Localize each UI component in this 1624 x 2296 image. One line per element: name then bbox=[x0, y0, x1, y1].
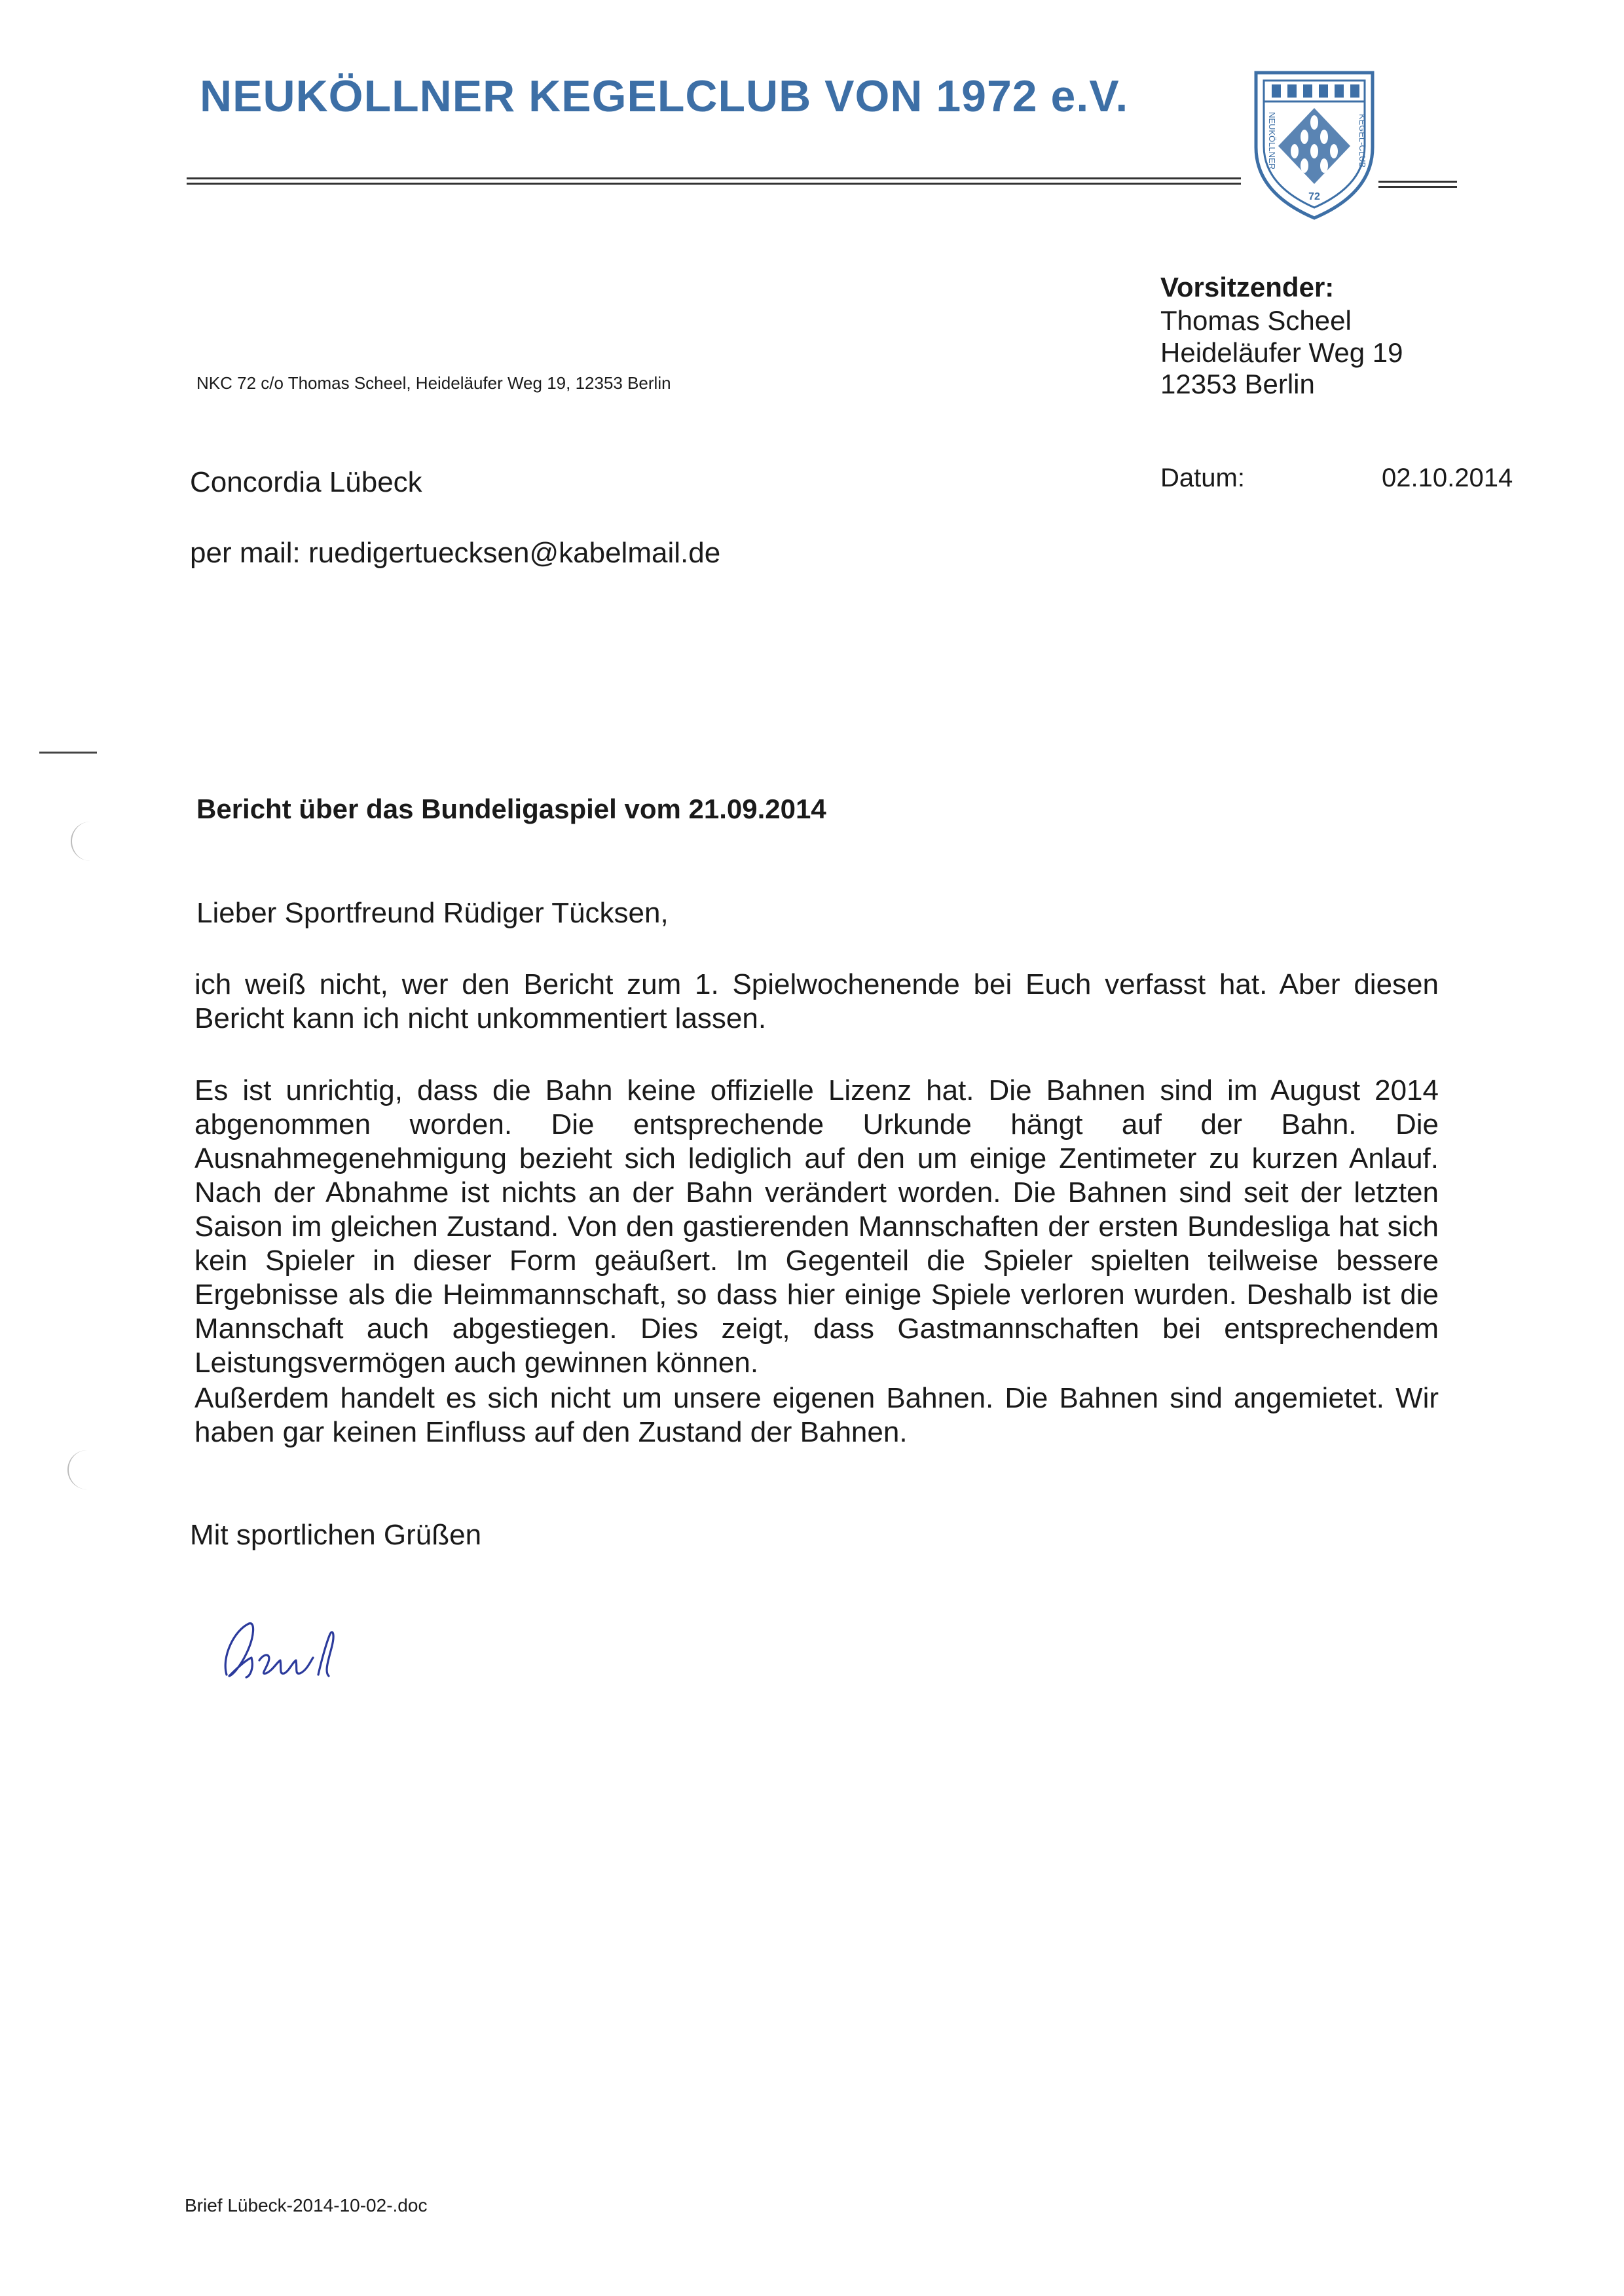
handwritten-signature bbox=[208, 1597, 372, 1702]
header-rule-right bbox=[1378, 186, 1457, 188]
letter-paragraph: Es ist unrichtig, dass die Bahn keine offizielle Lizenz hat. Die Bahnen sind im August 2014 abgenommen worden. Die entsprechende Urkunde hängt auf der Bahn. Die Ausnahmegenehmigung bezieht sich lediglich auf den um einige Zentimeter zu kurzen Anlauf. Nach der Abnahme ist nichts an der Bahn verändert worden. Die Bahnen sind seit der letzten Saison im gleichen Zustand. Von den gastierenden Mannschaften der ersten Bundesliga hat sich kein Spieler in dieser Form geäußert. Im Gegenteil die Spieler spielten teilweise bessere Ergebnisse als die Heimmannschaft, so dass hier einige Spiele verloren wurden. Deshalb ist die Mannschaft auch abgestiegen. Dies zeigt, dass Gastmannschaften bei entsprechendem Leistungsvermögen auch gewinnen können. bbox=[194, 1074, 1439, 1379]
date-value: 02.10.2014 bbox=[1382, 464, 1513, 492]
footer-filename: Brief Lübeck-2014-10-02-.doc bbox=[185, 2195, 428, 2215]
header-rule bbox=[187, 183, 1241, 185]
sender-address-line: NKC 72 c/o Thomas Scheel, Heideläufer Weg 19, 12353 Berlin bbox=[196, 373, 671, 393]
club-crest-icon bbox=[1252, 69, 1376, 223]
punch-hole-mark bbox=[71, 822, 98, 861]
recipient-name: Concordia Lübeck bbox=[190, 466, 422, 498]
punch-hole-mark bbox=[67, 1450, 95, 1489]
svg-text:KEGEL-CLUB: KEGEL-CLUB bbox=[1357, 113, 1367, 168]
letter-closing: Mit sportlichen Grüßen bbox=[190, 1519, 482, 1551]
date-label: Datum: bbox=[1160, 464, 1245, 492]
letter-paragraph: Außerdem handelt es sich nicht um unsere eigenen Bahnen. Die Bahnen sind angemietet. Wir haben gar keinen Einfluss auf den Zustand der Bahnen. bbox=[194, 1382, 1439, 1448]
club-title: NEUKÖLLNER KEGELCLUB VON 1972 e.V. bbox=[200, 71, 1129, 121]
letter-salutation: Lieber Sportfreund Rüdiger Tücksen, bbox=[196, 897, 669, 929]
letter-subject: Bericht über das Bundeligaspiel vom 21.09.2014 bbox=[196, 793, 826, 824]
svg-text:72: 72 bbox=[1308, 191, 1320, 202]
header-rule bbox=[187, 177, 1241, 179]
fold-mark bbox=[39, 752, 97, 754]
chairman-city: 12353 Berlin bbox=[1160, 369, 1315, 399]
recipient-email: per mail: ruedigertuecksen@kabelmail.de bbox=[190, 537, 721, 569]
chairman-name: Thomas Scheel bbox=[1160, 305, 1352, 336]
chairman-street: Heideläufer Weg 19 bbox=[1160, 337, 1403, 368]
letter-paragraph: ich weiß nicht, wer den Bericht zum 1. Spielwochenende bei Euch verfasst hat. Aber diesen Bericht kann ich nicht unkommentiert lassen. bbox=[194, 968, 1439, 1034]
chairman-heading: Vorsitzender: bbox=[1160, 272, 1335, 302]
header-rule-right bbox=[1378, 181, 1457, 183]
svg-text:NEUKÖLLNER: NEUKÖLLNER bbox=[1267, 111, 1277, 170]
